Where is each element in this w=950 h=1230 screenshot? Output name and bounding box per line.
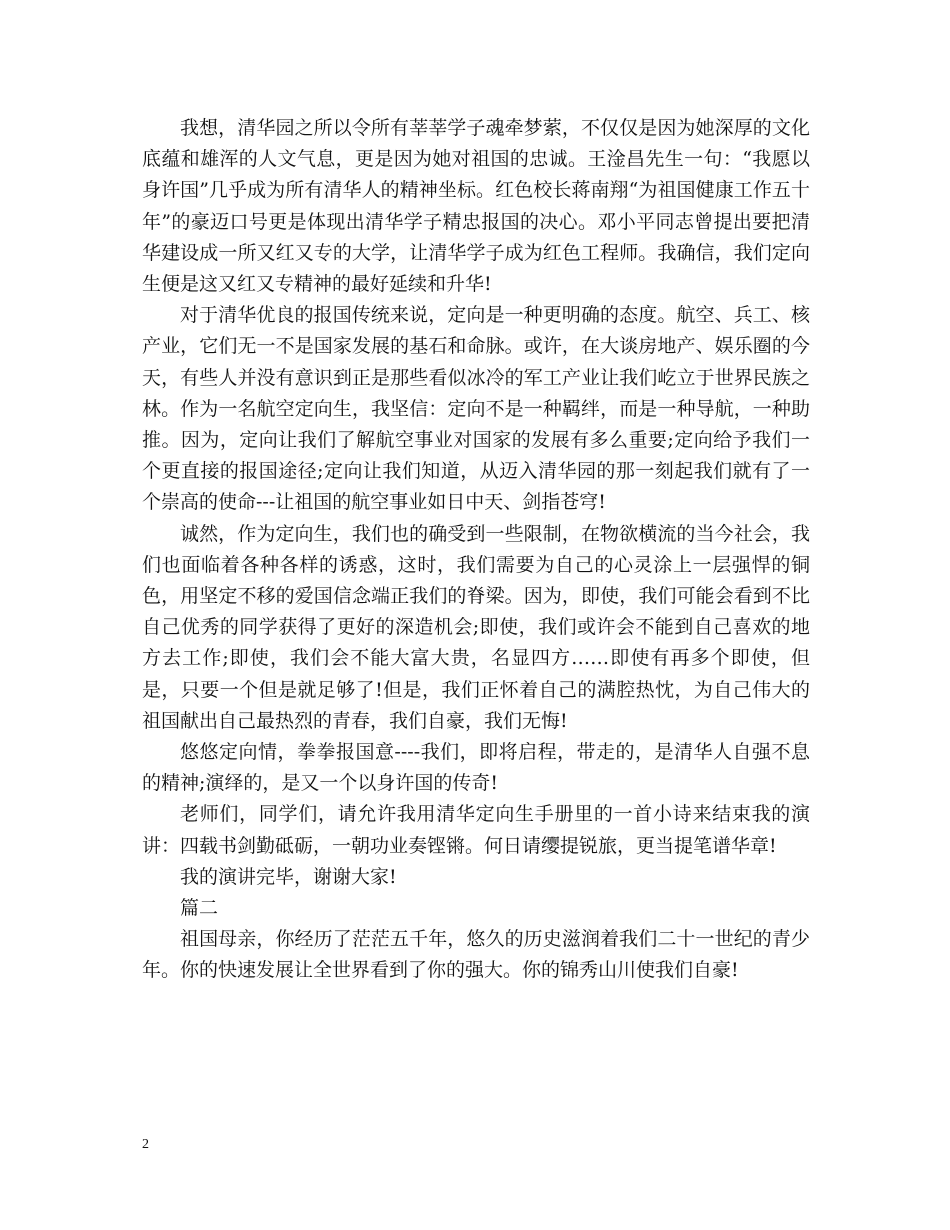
paragraph: 我想，清华园之所以令所有莘莘学子魂牵梦萦，不仅仅是因为她深厚的文化底蕴和雄浑的人文气息，更是因为她对祖国的忠诚。王淦昌先生一句：“我愿以身许国”几乎成为所有清华人的精神坐标。红色校长蒋南翔“为祖国健康工作五十年”的豪迈口号更是体现出清华学子精忠报国的决心。邓小平同志曾提出要把清华建设成一所又红又专的大学，让清华学子成为红色工程师。我确信，我们定向生便是这又红又专精神的最好延续和升华!	[142, 117, 810, 296]
paragraph: 祖国母亲，你经历了茫茫五千年，悠久的历史滋润着我们二十一世纪的青少年。你的快速发展让全世界看到了你的强大。你的锦秀山川使我们自豪!	[142, 928, 810, 982]
paragraph: 老师们，同学们，请允许我用清华定向生手册里的一首小诗来结束我的演讲：四载书剑勤砥砺，一朝功业奏铿锵。何日请缨提锐旅，更当提笔谱华章!	[142, 803, 810, 857]
page-number: 2	[142, 1137, 149, 1152]
paragraph: 对于清华优良的报国传统来说，定向是一种更明确的态度。航空、兵工、核产业，它们无一不是国家发展的基石和命脉。或许，在大谈房地产、娱乐圈的今天，有些人并没有意识到正是那些看似冰冷的军工产业让我们屹立于世界民族之林。作为一名航空定向生，我坚信：定向不是一种羁绊，而是一种导航，一种助推。因为，定向让我们了解航空事业对国家的发展有多么重要;定向给予我们一个更直接的报国途径;定向让我们知道，从迈入清华园的那一刻起我们就有了一个崇高的使命---让祖国的航空事业如日中天、剑指苍穹!	[142, 304, 810, 514]
document-body	[142, 113, 810, 987]
paragraph: 诚然，作为定向生，我们也的确受到一些限制，在物欲横流的当今社会，我们也面临着各种各样的诱惑，这时，我们需要为自己的心灵涂上一层强悍的铜色，用坚定不移的爱国信念端正我们的脊梁。因为，即使，我们可能会看到不比自己优秀的同学获得了更好的深造机会;即使，我们或许会不能到自己喜欢的地方去工作;即使，我们会不能大富大贵，名显四方……即使有再多个即使，但是，只要一个但是就足够了!但是，我们正怀着自己的满腔热忱，为自己伟大的祖国献出自己最热烈的青春，我们自豪，我们无悔!	[142, 522, 810, 732]
paragraph: 我的演讲完毕，谢谢大家!	[180, 865, 397, 888]
paragraph: 悠悠定向情，拳拳报国意----我们，即将启程，带走的，是清华人自强不息的精神;演绎的，是又一个以身许国的传奇!	[142, 741, 810, 795]
section-heading: 篇二	[180, 897, 219, 920]
